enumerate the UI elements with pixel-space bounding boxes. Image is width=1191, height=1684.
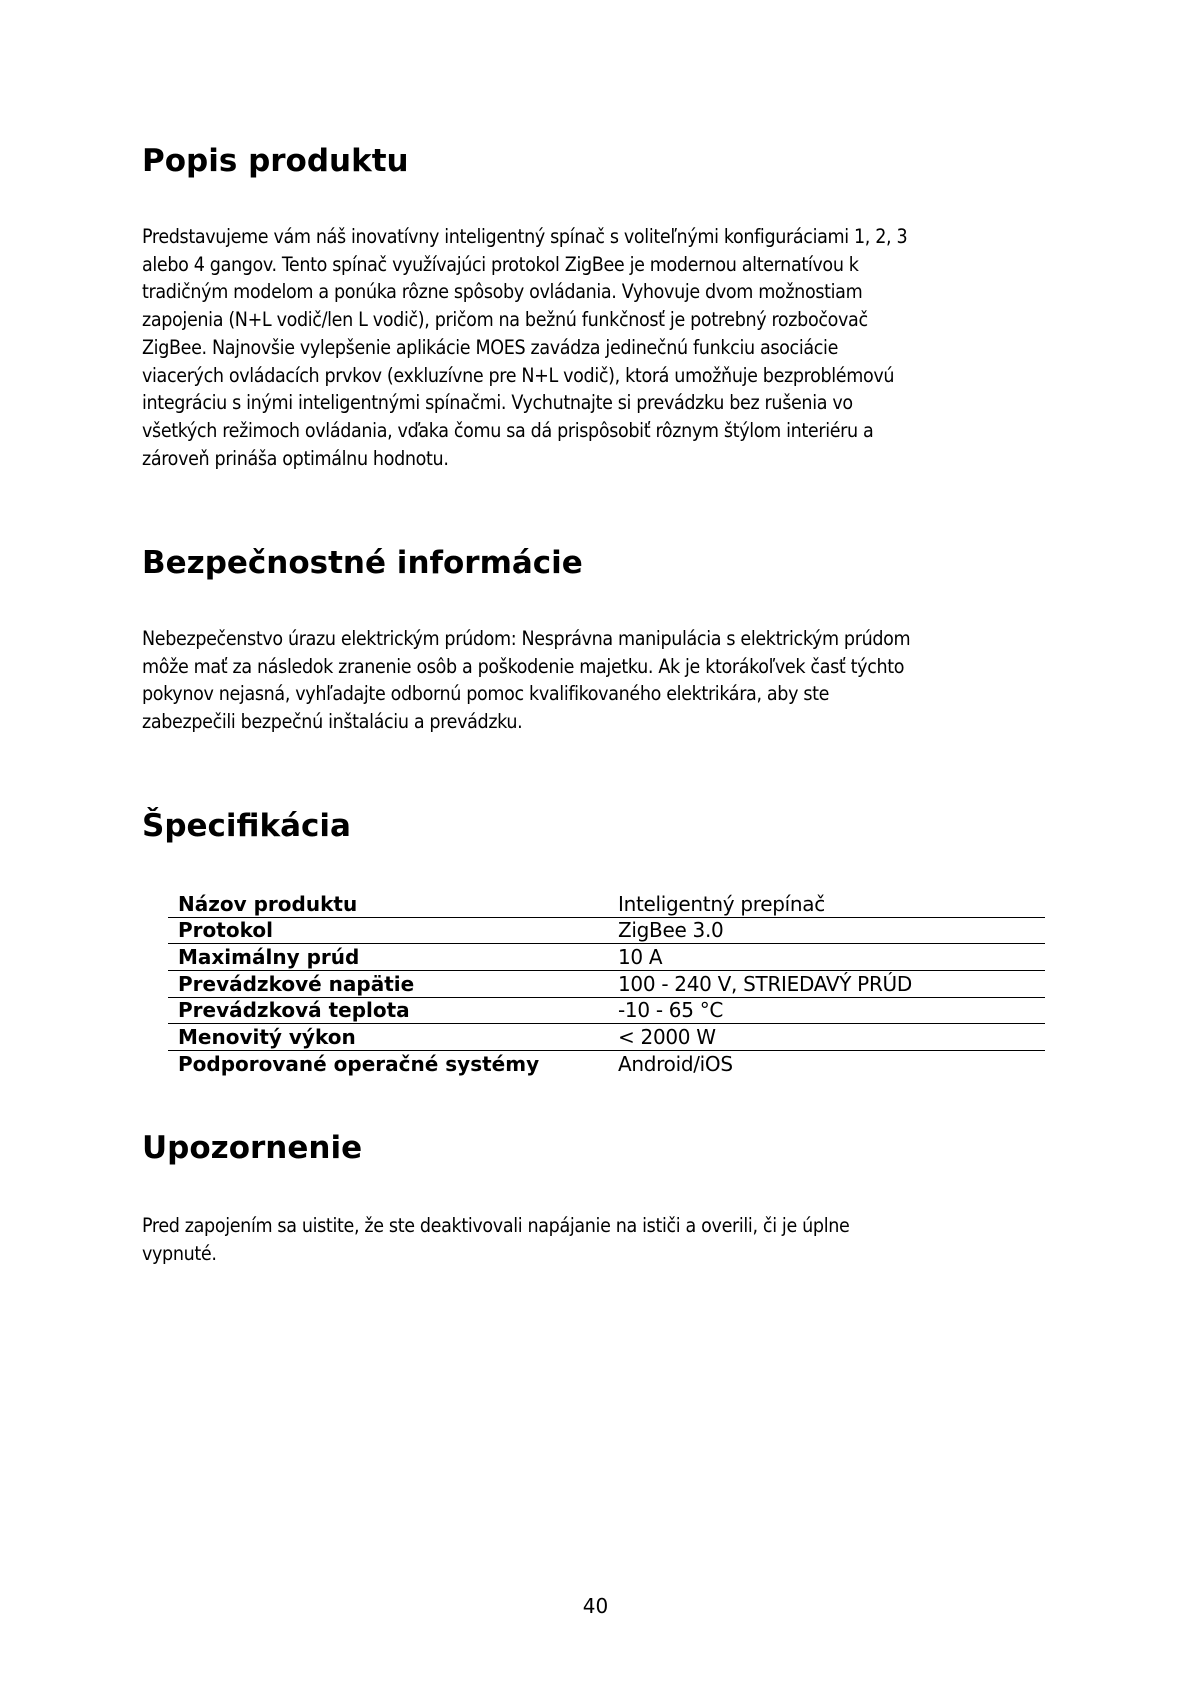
table-row [168,891,1045,917]
spec-value: -10 - 65 °C [608,997,1045,1024]
paragraph-upozornenie [142,1212,1072,1267]
text-line: môže mať za následok zranenie osôb a poškodenie majetku. Ak je ktorákoľvek časť týchto [142,654,905,678]
text-line: pokynov nejasná, vyhľadajte odbornú pomoc kvalifikovaného elektrikára, aby ste [142,682,830,706]
text-line: integráciu s inými inteligentnými spínačmi. Vychutnajte si prevádzku bez rušenia vo [142,391,853,415]
spec-key: Podporované operačné systémy [178,1051,540,1076]
heading-popis-produktu: Popis produktu [142,143,409,179]
spec-value: 100 - 240 V, STRIEDAVÝ PRÚD [608,971,1045,998]
spec-value: Inteligentný prepínač [608,891,1045,917]
text-line: tradičným modelom a ponúka rôzne spôsoby ovládania. Vyhovuje dvom možnostiam [142,280,863,304]
heading-bezpecnostne-informacie: Bezpečnostné informácie [142,545,583,581]
paragraph-bezpecnostne-informacie [142,625,1072,736]
spec-key: Protokol [168,917,608,944]
text-line: zapojenia (N+L vodič/len L vodič), pričom na bežnú funkčnosť je potrebný rozbočovač [142,308,868,332]
table-row [168,971,1045,998]
heading-specifikacia: Špecifikácia [142,808,351,844]
spec-key: Maximálny prúd [168,944,608,971]
paragraph-popis-produktu [142,223,1072,472]
text-line: zároveň prináša optimálnu hodnotu. [142,446,449,470]
spec-key: Menovitý výkon [168,1024,608,1051]
text-line: Pred zapojením sa uistite, že ste deaktivovali napájanie na ističi a overili, či je úplne [142,1214,850,1237]
table-row [168,1024,1045,1051]
spec-value: < 2000 W [608,1024,1045,1051]
table-row [168,944,1045,971]
text-line: Nebezpečenstvo úrazu elektrickým prúdom: Nesprávna manipulácia s elektrickým prúdom [142,627,911,650]
spec-key: Názov produktu [168,891,608,917]
spec-value: ZigBee 3.0 [608,917,1045,944]
page-number: 40 [582,1594,609,1618]
text-line: alebo 4 gangov. Tento spínač využívajúci protokol ZigBee je modernou alternatívou k [142,252,859,276]
heading-upozornenie: Upozornenie [142,1130,363,1166]
specification-table [168,891,1045,1077]
text-line: ZigBee. Najnovšie vylepšenie aplikácie MOES zavádza jedinečnú funkciu asociácie [142,335,839,359]
spec-key: Prevádzková teplota [168,997,608,1024]
spec-value: Android/iOS [618,1051,733,1076]
text-line: Predstavujeme vám náš inovatívny inteligentný spínač s voliteľnými konfiguráciami 1, 2, 3 [142,225,908,248]
text-line: viacerých ovládacích prvkov (exkluzívne pre N+L vodič), ktorá umožňuje bezproblémovú [142,363,895,387]
spec-key: Prevádzkové napätie [168,971,608,998]
text-line: všetkých režimoch ovládania, vďaka čomu sa dá prispôsobiť rôznym štýlom interiéru a [142,418,874,442]
table-row [168,917,1045,944]
text-line: zabezpečili bezpečnú inštaláciu a prevádzku. [142,710,523,734]
spec-value: 10 A [608,944,1045,971]
table-row [168,997,1045,1024]
table-row [168,1051,1045,1077]
text-line: vypnuté. [142,1241,217,1265]
